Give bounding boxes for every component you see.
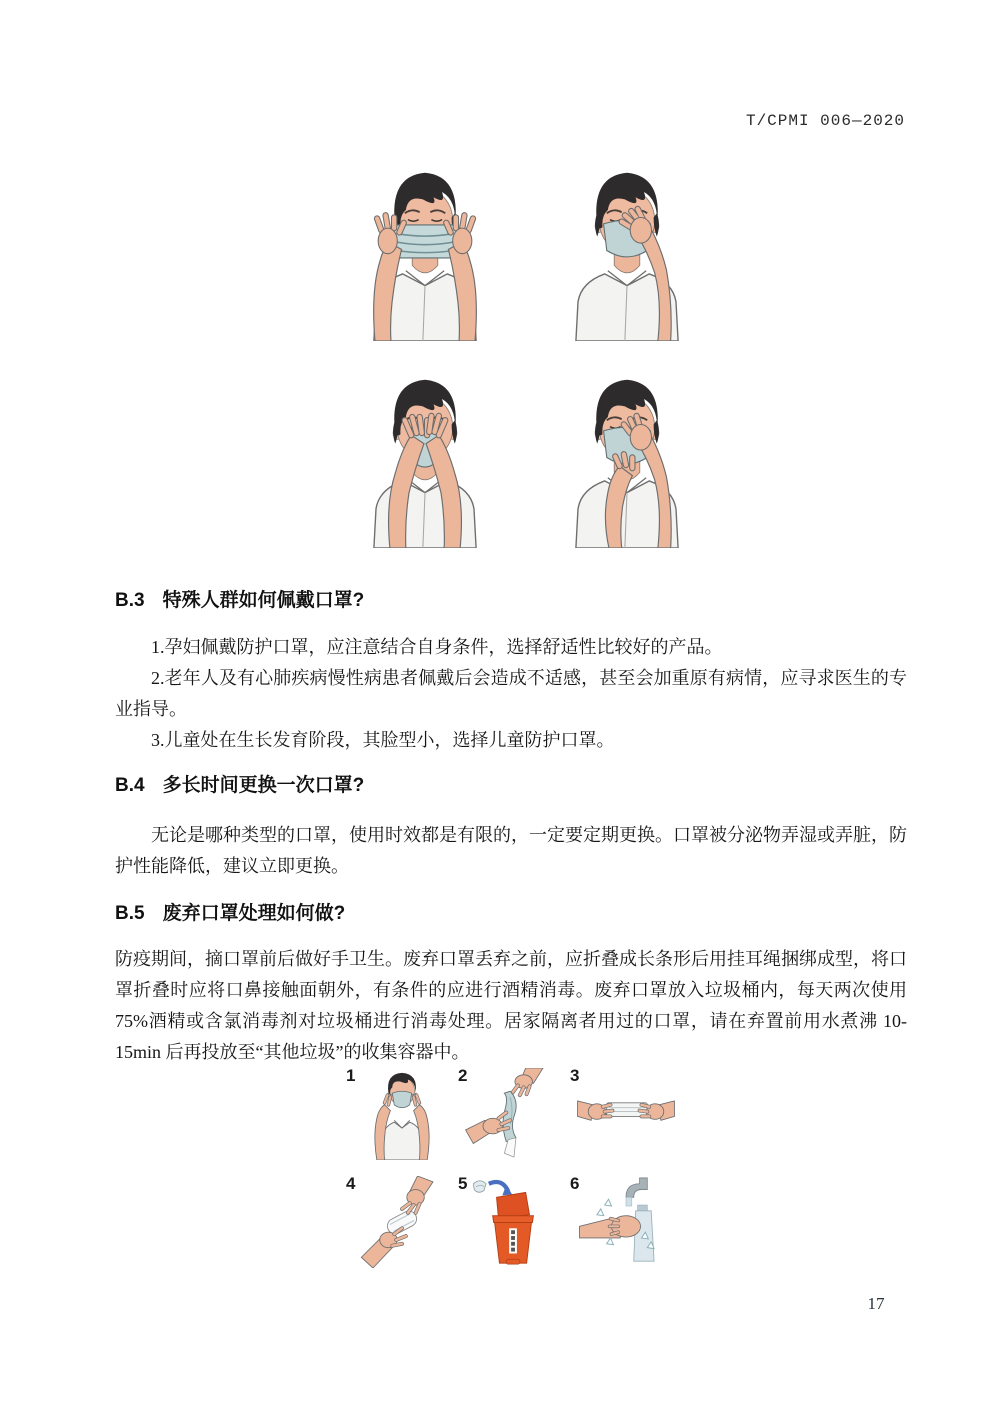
step-3-number: 3 <box>570 1066 580 1085</box>
page-number: 17 <box>867 1294 885 1313</box>
section-b3-title: 特殊人群如何佩戴口罩? <box>162 590 365 611</box>
step-1-number: 1 <box>346 1066 356 1085</box>
section-b3-number: B.3 <box>115 590 145 611</box>
b3-item-1: 1.孕妇佩戴防护口罩，应注意结合自身条件，选择舒适性比较好的产品。 <box>151 637 723 657</box>
section-b3-heading <box>115 585 364 612</box>
mask-wearing-panel-press-both-hands-icon <box>345 367 505 548</box>
section-b4-heading <box>115 770 364 797</box>
disposal-step-3 <box>566 1064 678 1164</box>
fold-mask-vertical-icon <box>464 1068 564 1160</box>
mask-wearing-panel-hold-mask-icon <box>345 160 505 341</box>
mask-wearing-panel-press-nose-icon <box>547 160 707 341</box>
section-b5-title: 废弃口罩处理如何做? <box>162 903 346 924</box>
mask-wearing-panel-pinch-noseclip-icon <box>547 367 707 548</box>
b3-item-3: 3.儿童处在生长发育阶段，其脸型小，选择儿童防护口罩。 <box>151 730 615 750</box>
stretch-mask-icon <box>576 1068 676 1160</box>
b3-item-2: 2.老年人及有心肺疾病慢性病患者佩戴后会造成不适感，甚至会加重原有病情，应寻求医生的专业指导。 <box>115 668 907 719</box>
disposal-step-5 <box>454 1172 566 1272</box>
section-b3-list <box>115 632 907 756</box>
step-2-number: 2 <box>458 1066 468 1085</box>
section-b5-number: B.5 <box>115 903 145 924</box>
disposal-step-1 <box>342 1064 454 1164</box>
b5-text: 防疫期间，摘口罩前后做好手卫生。废弃口罩丢弃之前，应折叠成长条形后用挂耳绳捆绑成型，将口罩折叠时应将口鼻接触面朝外，有条件的应进行酒精消毒。废弃口罩放入垃圾桶内，每天两次使用 75%酒精或含氯消毒剂对垃圾桶进行消毒处理。居家隔离者用过的口罩，请在弃置前用水煮沸 10-15min 后再投放至“其他垃圾”的收集容器中。 <box>115 949 907 1062</box>
step-4-number: 4 <box>346 1174 356 1193</box>
remove-mask-icon <box>352 1068 452 1160</box>
step-5-number: 5 <box>458 1174 468 1193</box>
section-b4-paragraph <box>115 820 907 882</box>
section-b4-title: 多长时间更换一次口罩? <box>162 775 365 796</box>
document-code: T/CPMI 006—2020 <box>745 112 905 130</box>
trash-bin-icon <box>464 1176 564 1268</box>
mask-wearing-figure <box>345 160 707 548</box>
b4-text: 无论是哪种类型的口罩，使用时效都是有限的，一定要定期更换。口罩被分泌物弄湿或弄脏，防护性能降低，建议立即更换。 <box>115 825 907 876</box>
step-6-number: 6 <box>570 1174 580 1193</box>
disposal-step-6 <box>566 1172 678 1272</box>
disposal-step-2 <box>454 1064 566 1164</box>
section-b5-paragraph <box>115 944 907 1068</box>
section-b5-heading <box>115 898 345 925</box>
disposal-step-4 <box>342 1172 454 1272</box>
roll-mask-icon <box>352 1176 452 1268</box>
mask-disposal-figure <box>342 1064 678 1272</box>
wash-hands-icon <box>576 1176 676 1268</box>
section-b4-number: B.4 <box>115 775 145 796</box>
